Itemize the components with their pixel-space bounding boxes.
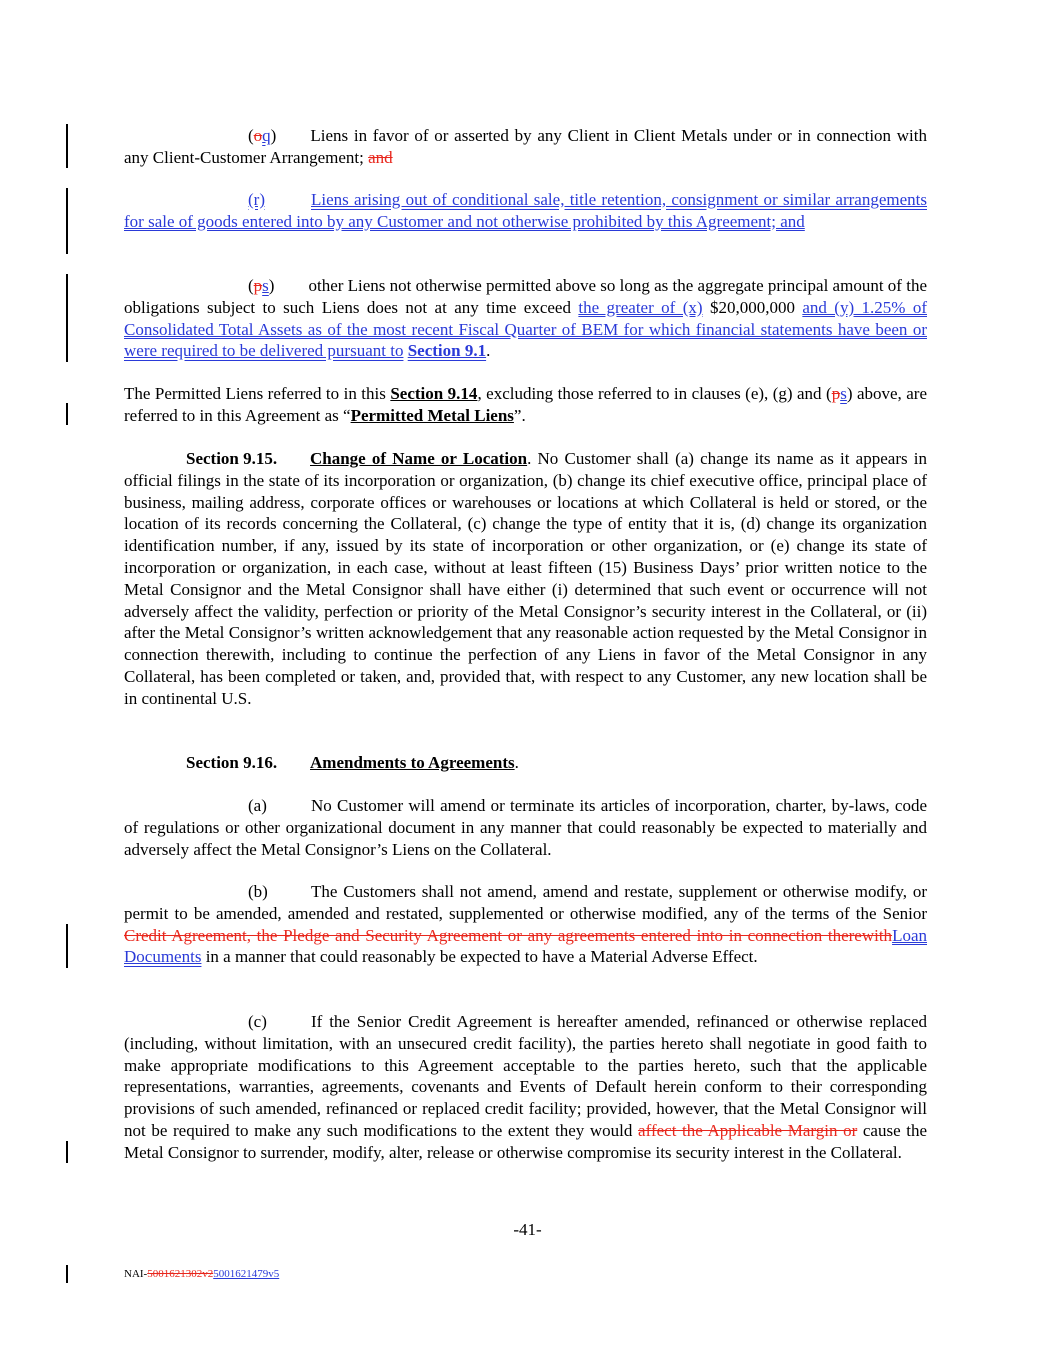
clause-paren: ( — [826, 384, 832, 403]
clause-text: The Customers shall not amend, amend and restate, supplement or otherwise modify, or permit to be amended, amended and restated, supplemented or otherwise modified, any of the terms of the Senior — [124, 882, 927, 923]
clause-paren: ( — [248, 276, 254, 295]
deleted-doc-id: 5001621302v2 — [147, 1268, 214, 1280]
section-number: Section 9.16. — [186, 753, 278, 772]
section-9-15 — [124, 448, 927, 710]
clause-label: (c) — [248, 1012, 267, 1031]
clause-text: Liens in favor of or asserted by any Client in Client Metals under or in connection with any Client-Customer Arrangement; — [124, 126, 927, 167]
page-number: -41- — [513, 1220, 542, 1239]
inserted-label: s — [840, 384, 847, 403]
change-bar — [66, 188, 68, 254]
section-reference: Section 9.1 — [407, 341, 487, 361]
deleted-label: o — [253, 126, 263, 145]
change-bar — [66, 274, 68, 362]
clause-paren: ) — [270, 126, 277, 145]
footer-prefix: NAI- — [124, 1268, 148, 1280]
change-bar — [66, 403, 68, 425]
deleted-text: and — [368, 147, 393, 167]
period: . — [486, 341, 491, 361]
inserted-text: Liens arising out of conditional sale, title retention, consignment or similar arrangements for sale of goods entered into by any Customer and not otherwise prohibited by this Agreement; and — [124, 190, 927, 231]
clause-c — [124, 1011, 927, 1164]
section-title: Amendments to Agreements — [310, 753, 515, 772]
clause-text: other Liens not otherwise permitted above so long as the aggregate principal amount of the obligations subject to such Liens does not at any time exceed — [124, 276, 927, 317]
clause-paren: ( — [248, 126, 254, 145]
inserted-label: s — [262, 276, 269, 295]
section-title: Change of Name or Location — [310, 449, 528, 468]
change-bar — [66, 924, 68, 968]
deleted-text: Credit Agreement, the Pledge and Security Agreement or any agreements entered into in connection therewith — [124, 925, 893, 945]
deleted-text: affect the Applicable Margin or — [638, 1120, 858, 1140]
change-bar — [66, 1265, 68, 1283]
inserted-text: Loan Documents — [124, 925, 927, 967]
clause-label: (a) — [248, 796, 267, 815]
para-text: ”. — [513, 405, 526, 425]
section-reference: Section 9.14 — [390, 384, 478, 403]
clause-s — [124, 275, 927, 362]
section-text: . No Customer shall (a) change its name as it appears in official filings in the state of its incorporation or organization, (b) change its chief executive office, principal place of business, mailing address, corporate offices or warehouses or locations at which Collateral is held or stored, or the location of its records concerning the Collateral, (c) change the type of entity that it is, (d) change its organization identification number, if any, issued by its state of incorporation or other organization, or (e) change its state of incorporation or organization, in each case, without at least fifteen (15) Business Days’ prior written notice to the Metal Consignor and the Metal Consignor shall have either (i) determined that such event or occurrence will not adversely affect the validity, perfection or priority of the Metal Consignor’s security interest in the Collateral, or (ii) after the Metal Consignor’s written acknowledgement that any reasonable action requested by the Metal Consignor in connection therewith, including to continue the perfection of any Liens in favor of the Metal Consignor in any Collateral, has been completed or taken, and, provided that, with respect to any Customer, any new location shall be in continental U.S. — [124, 449, 927, 708]
inserted-text: the greater of (x) — [578, 297, 703, 317]
clause-r — [124, 189, 927, 233]
clause-text: No Customer will amend or terminate its articles of incorporation, charter, by-laws, code of regulations or other organizational document in any manner that could reasonably be expected to materially and adversely affect the Metal Consignor’s Liens on the Collateral. — [124, 796, 927, 859]
para-text: The Permitted Liens referred to in this — [124, 384, 386, 403]
change-bar — [66, 1141, 68, 1163]
clause-b — [124, 881, 927, 968]
inserted-text: and (y) 1.25% of Consolidated Total Assets as of the most recent Fiscal Quarter of BEM for which financial statements have been or were required to be delivered pursuant to — [124, 297, 927, 361]
clause-paren: ) — [268, 276, 275, 295]
clause-a — [124, 795, 927, 860]
permitted-liens-paragraph — [124, 383, 927, 427]
deleted-label: p — [253, 276, 263, 295]
section-number: Section 9.15. — [186, 449, 278, 468]
amount: $20,000,000 — [709, 297, 795, 317]
clause-text: in a manner that could reasonably be expected to have a Material Adverse Effect. — [205, 947, 758, 967]
clause-text: cause the Metal Consignor to surrender, modify, alter, release or otherwise compromise its security interest in the Collateral. — [124, 1120, 928, 1162]
inserted-label: (r) — [248, 190, 265, 209]
para-text: ) above, are referred to in this Agreement as “ — [124, 384, 928, 425]
clause-label: (b) — [248, 882, 268, 901]
period: . — [514, 753, 519, 772]
para-text: , excluding those referred to in clauses (e), (g) and — [477, 384, 822, 403]
section-9-16 — [124, 752, 927, 774]
inserted-doc-id: 5001621479v5 — [213, 1268, 280, 1280]
inserted-label: q — [262, 126, 271, 145]
deleted-label: p — [831, 384, 841, 403]
document-id-footer — [124, 1268, 279, 1280]
change-bar — [66, 124, 68, 168]
clause-text: If the Senior Credit Agreement is hereafter amended, refinanced or otherwise replaced (including, without limitation, with an unsecured credit facility), the parties hereto shall negotiate in good faith to make appropriate modifications to this Agreement acceptable to the parties hereto, such that the applicable representations, warranties, agreements, covenants and Events of Default herein conform to their corresponding provisions of such amended, refinanced or replaced credit facility; provided, however, that the Metal Consignor will not be required to make any such modifications to the extent they would — [124, 1012, 927, 1140]
defined-term: Permitted Metal Liens — [350, 405, 514, 425]
clause-q — [124, 125, 927, 169]
